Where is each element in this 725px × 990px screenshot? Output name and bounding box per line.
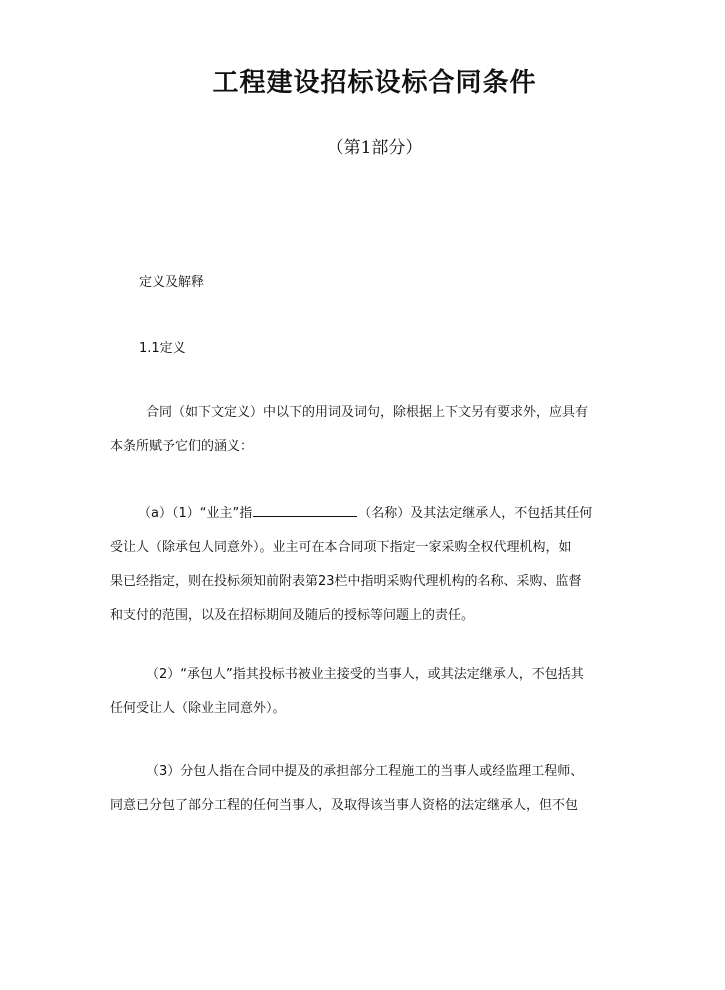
paragraph-definitions-intro	[110, 404, 640, 456]
fill-in-blank[interactable]	[253, 503, 357, 517]
paragraph-line: 同意已分包了部分工程的任何当事人，及取得该当事人资格的法定继承人，但不包	[110, 798, 579, 813]
paragraph-subcontractor-definition	[110, 763, 640, 815]
paragraph-line: 合同（如下文定义）中以下的用词及词句，除根据上下文另有要求外，应具有	[146, 405, 589, 420]
paragraph-line: （2）“承包人”指其投标书被业主接受的当事人，或其法定继承人，不包括其	[146, 667, 584, 682]
paragraph-line: 果已经指定，则在投标须知前附表第23栏中指明采购代理机构的名称、采购、监督	[110, 574, 582, 589]
document-title: 工程建设招标设标合同条件	[212, 68, 537, 98]
subsection-heading: 1.1定义	[139, 341, 186, 356]
paragraph-contractor-definition	[110, 666, 640, 718]
section-heading: 定义及解释	[139, 275, 205, 290]
paragraph-line: （3）分包人指在合同中提及的承担部分工程施工的当事人或经监理工程师、	[146, 764, 584, 779]
paragraph-line: 受让人（除承包人同意外）。业主可在本合同项下指定一家采购全权代理机构，如	[110, 540, 572, 555]
paragraph-employer-definition	[110, 503, 640, 625]
document-subtitle: （第1部分）	[326, 138, 423, 158]
paragraph-line: 和支付的范围，以及在招标期间及随后的授标等问题上的责任。	[110, 608, 475, 623]
paragraph-line-start: （a）（1）“业主”指	[138, 506, 253, 521]
paragraph-line-end: （名称）及其法定继承人，不包括其任何	[358, 506, 593, 521]
paragraph-line	[110, 503, 640, 523]
paragraph-line: 任何受让人（除业主同意外）。	[110, 701, 286, 716]
paragraph-line: 本条所赋予它们的涵义：	[110, 439, 254, 454]
